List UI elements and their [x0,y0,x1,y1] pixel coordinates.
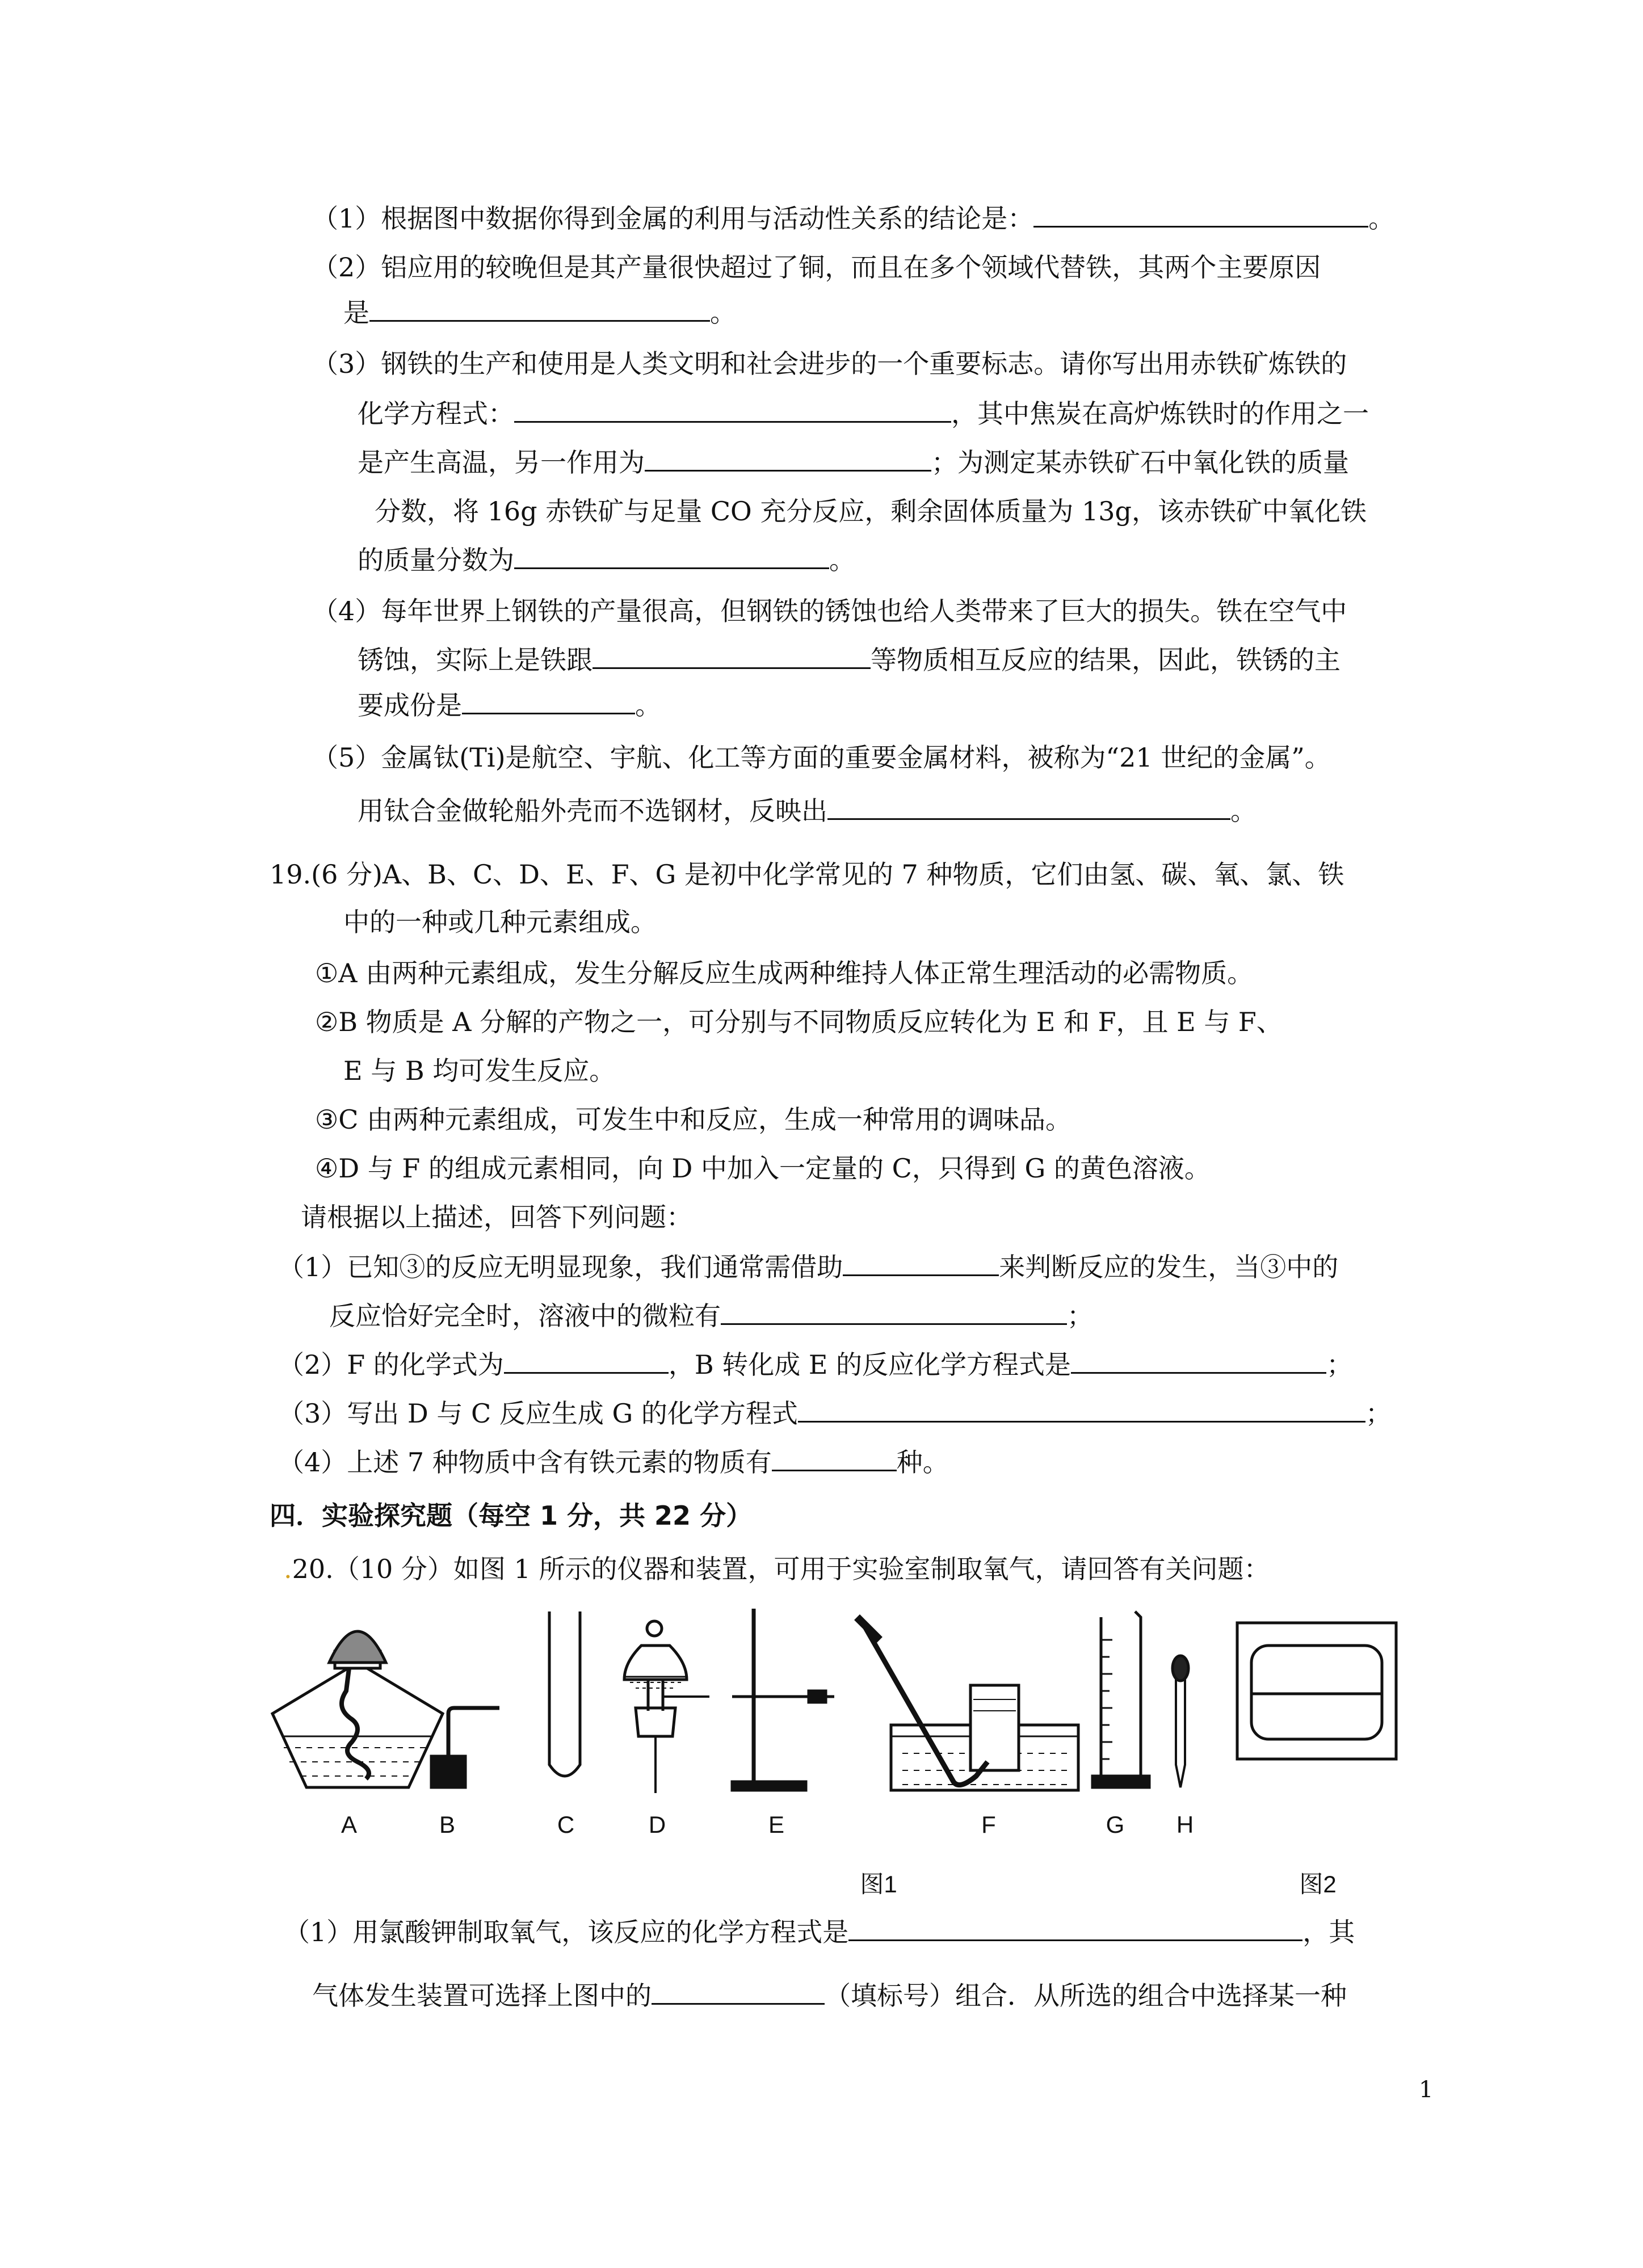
q19-s4-end: 种。 [896,1447,949,1478]
section-heading: 四．实验探究题（每空 1 分，共 22 分） [270,1500,753,1531]
answer-blank[interactable] [798,1398,1365,1423]
answer-blank[interactable] [514,398,951,423]
apparatus-E [732,1609,834,1790]
label-D: D [648,1811,666,1838]
apparatus-G [1092,1611,1149,1787]
q18-p4b-end: 等物质相互反应的结果，因此，铁锈的主 [871,645,1341,675]
q18-p2-end: 。 [710,297,736,328]
q19-s3-end: ； [1365,1398,1392,1429]
q18-p3e-text: 的质量分数为 [358,545,514,575]
answer-blank[interactable] [827,796,1230,820]
q19-sub4 [278,1446,949,1479]
answer-blank[interactable] [514,545,829,569]
q19-clue-2a: ②B 物质是 A 分解的产物之一，可分别与不同物质反应转化为 E 和 F，且 E 与 F、 [315,1007,1283,1037]
answer-blank[interactable] [652,1980,825,2005]
q18-part4-line1: （4）每年世界上钢铁的产量很高，但钢铁的锈蚀也给人类带来了巨大的损失。铁在空气中 [312,596,1347,626]
q19-clue-2b: E 与 B 均可发生反应。 [343,1055,616,1086]
apparatus-A [272,1631,443,1787]
q20-s1b-text: 气体发生装置可选择上图中的 [312,1980,652,2011]
q18-part2-line2 [343,296,736,329]
q19-sub1-line1 [278,1251,1338,1284]
q20-s1b-end: （填标号）组合．从所选的组合中选择某一种 [825,1980,1347,2011]
q19-s1b-end: ； [1067,1301,1093,1331]
q18-part3-line4: 分数，将 16g 赤铁矿与足量 CO 充分反应，剩余固体质量为 13g，该赤铁矿中氧化铁 [375,496,1367,527]
q18-part5-line1: （5）金属钛(Ti)是航空、宇航、化工等方面的重要金属材料，被称为“21 世纪的金属”。 [312,742,1331,773]
fig1-caption: 图1 [860,1871,897,1897]
q18-part3-line5 [358,544,855,577]
q19-clue-4: ④D 与 F 的组成元素相同，向 D 中加入一定量的 C，只得到 G 的黄色溶液。 [315,1153,1211,1184]
q19-s1a-text: （1）已知③的反应无明显现象，我们通常需借助 [278,1252,843,1282]
q18-p4c-end: 。 [635,690,661,721]
answer-blank[interactable] [848,1917,1302,1941]
q18-p4b-text: 锈蚀，实际上是铁跟 [358,645,593,675]
label-B: B [439,1811,456,1838]
fig2-caption: 图2 [1299,1871,1337,1897]
q19-head-a: 19.(6 分)A、 [270,859,428,890]
q20-sub1-line2 [312,1979,1347,2012]
q18-p3c-text: 是产生高温，另一作用为 [358,447,645,478]
figure2-tray [1237,1623,1396,1759]
q18-p3e-end: 。 [829,545,855,575]
apparatus-C [549,1611,580,1776]
page-number: 1 [1419,2077,1434,2103]
label-E: E [768,1811,785,1838]
answer-blank[interactable] [369,297,710,322]
q18-part3-line3 [358,446,1349,479]
q19-sub3 [278,1397,1392,1430]
q19-s1b-text: 反应恰好完全时，溶液中的微粒有 [329,1301,721,1331]
answer-blank[interactable] [721,1301,1067,1325]
apparatus-B [431,1708,499,1787]
answer-blank[interactable] [462,690,635,714]
q18-part4-line2 [358,643,1341,676]
label-G: G [1106,1811,1125,1838]
q20-head-text: 20.（10 分）如图 1 所示的仪器和装置，可用于实验室制取氧气，请回答有关问题： [292,1554,1270,1584]
q19-s2-text: （2）F 的化学式为 [278,1349,504,1380]
answer-blank[interactable] [645,447,931,472]
label-C: C [557,1811,575,1838]
q18-p3c-end: ；为测定某赤铁矿石中氧化铁的质量 [931,447,1349,478]
q18-part2-line1: （2）铝应用的较晚但是其产量很快超过了铜，而且在多个领域代替铁，其两个主要原因 [312,252,1321,283]
q18-p2-text: 是 [343,297,369,328]
answer-blank[interactable] [593,645,871,669]
q19-sub2 [278,1348,1352,1381]
answer-blank[interactable] [843,1252,999,1276]
answer-blank[interactable] [1033,203,1368,228]
answer-blank[interactable] [772,1447,897,1471]
q18-p1-end: 。 [1368,203,1395,234]
q18-p5b-text: 用钛合金做轮船外壳而不选钢材，反映出 [358,796,827,826]
q20-heading [284,1552,1270,1585]
q20-s1a-text: （1）用氯酸钾制取氧气，该反应的化学方程式是 [284,1917,849,1947]
q18-part3-line2 [358,397,1369,430]
q19-s1a-end: 来判断反应的发生，当③中的 [999,1252,1339,1282]
q19-clue-1: ①A 由两种元素组成，发生分解反应生成两种维持人体正常生理活动的必需物质。 [315,958,1254,988]
q19-sub1-line2 [329,1299,1093,1332]
q19-head-b: B、C、D、E、F、G 是初中化学常见的 7 种物质，它们由氢、碳、氧、氯、铁 [427,859,1344,890]
q19-s2-end: ； [1326,1349,1353,1380]
q18-part4-line3 [358,689,661,722]
q19-s4-text: （4）上述 7 种物质中含有铁元素的物质有 [278,1447,772,1478]
apparatus-D [624,1621,709,1793]
q20-sub1-line1 [284,1916,1355,1949]
q19-s3-text: （3）写出 D 与 C 反应生成 G 的化学方程式 [278,1398,798,1429]
label-H: H [1176,1811,1194,1838]
q19-clue-3: ③C 由两种元素组成，可发生中和反应，生成一种常用的调味品。 [315,1104,1072,1135]
apparatus-H [1173,1656,1188,1787]
q19-heading [270,858,1344,891]
answer-blank[interactable] [504,1349,669,1374]
label-F: F [981,1811,996,1838]
q18-part1 [312,202,1394,235]
q18-p3b-end: ，其中焦炭在高炉炼铁时的作用之一 [951,398,1369,429]
q19-s2-mid: ，B 转化成 E 的反应化学方程式是 [668,1349,1071,1380]
q18-p1-text: （1）根据图中数据你得到金属的利用与活动性关系的结论是： [312,203,1034,234]
apparatus-F [857,1617,1078,1790]
q18-part3-line1: （3）钢铁的生产和使用是人类文明和社会进步的一个重要标志。请你写出用赤铁矿炼铁的 [312,348,1347,379]
q19-instruction: 请根据以上描述，回答下列问题： [301,1202,692,1232]
apparatus-figure [267,1606,1470,1924]
q19-heading-line2: 中的一种或几种元素组成。 [343,907,657,937]
mark-dot: . [284,1554,292,1584]
label-A: A [341,1811,358,1838]
q18-p3b-text: 化学方程式： [358,398,514,429]
q20-s1a-end: ，其 [1302,1917,1355,1947]
answer-blank[interactable] [1071,1349,1326,1374]
q18-p4c-text: 要成份是 [358,690,462,721]
q18-p5b-end: 。 [1230,796,1257,826]
q18-part5-line2 [358,794,1257,827]
